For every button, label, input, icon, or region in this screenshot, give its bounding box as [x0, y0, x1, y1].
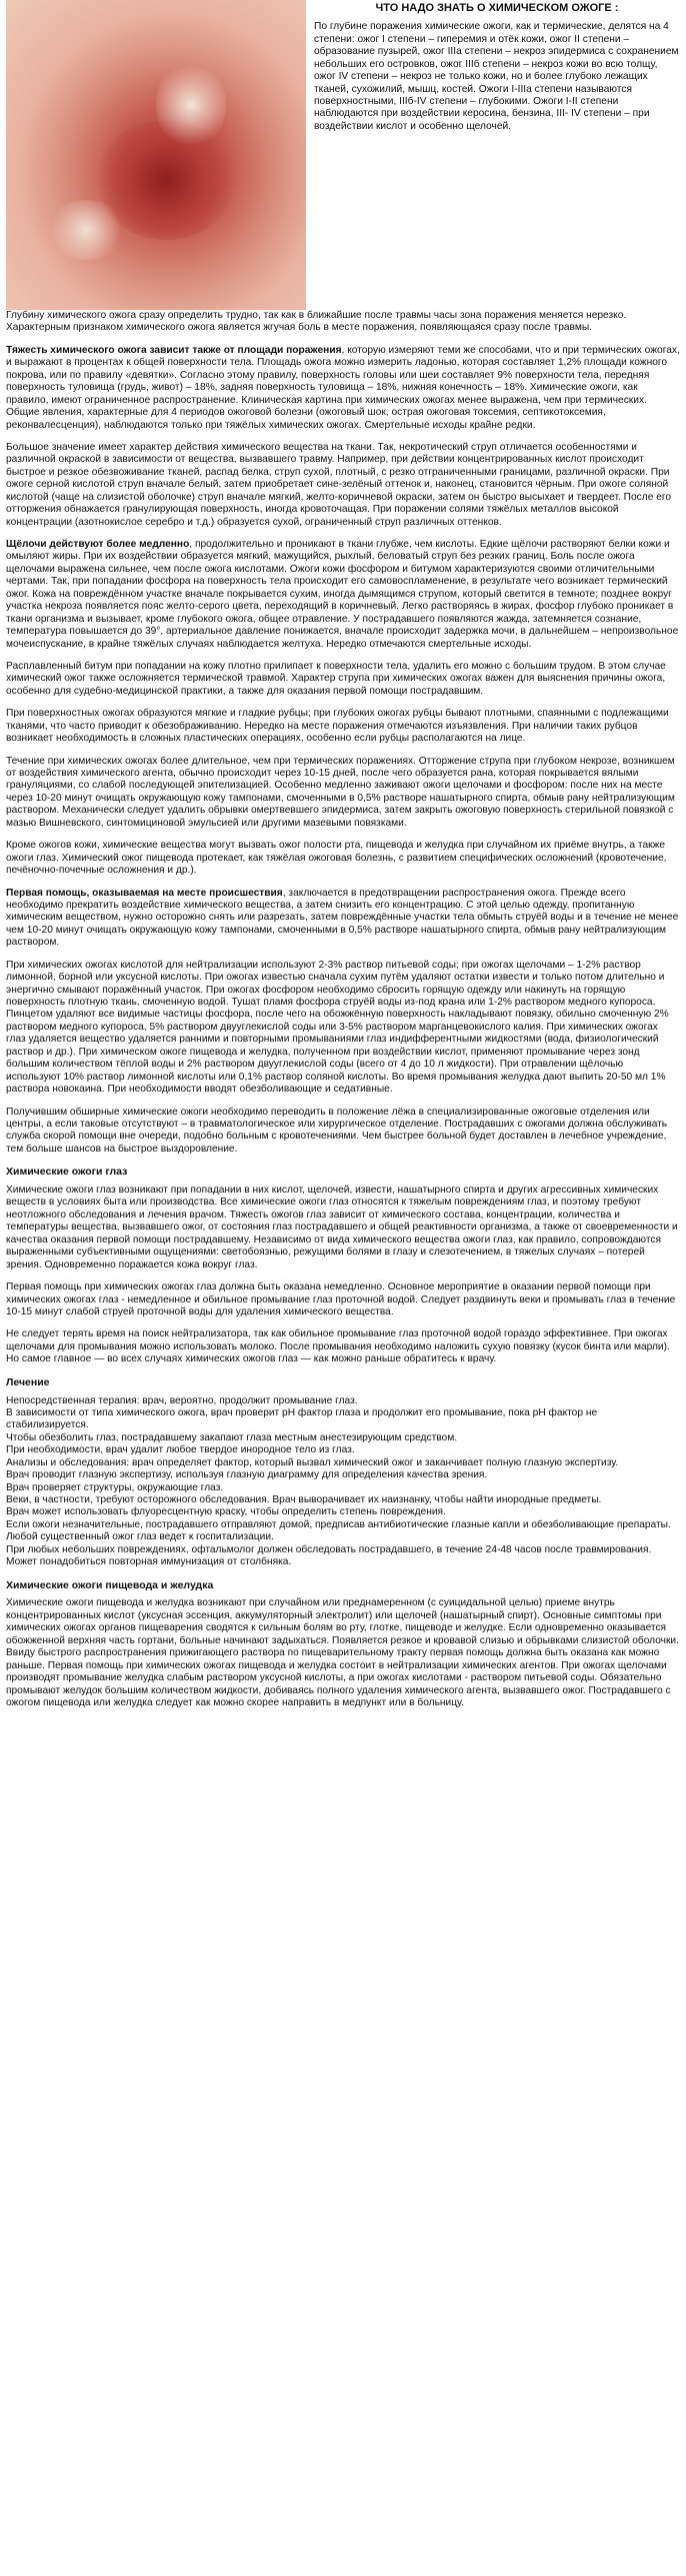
body-parts-paragraph: Кроме ожогов кожи, химические вещества могут вызвать ожог полости рта, пищевода и желудка при случайном их приёме внутрь, а также ожоги глаз. Химический ожог пищевода протекает, как тяжёлая ожоговая болезнь, с развитием специфических осложнений (кровотечение, печёночно-почечные осложнения и др.). [6, 840, 667, 877]
treatment-line: Любой существенный ожог глаз ведет к госпитализации. [6, 1531, 274, 1543]
severity-label: Тяжесть химического ожога зависит также от площади поражения [6, 344, 342, 356]
intro-paragraph: Глубину химического ожога сразу определить трудно, так как в ближайшие после травмы часы зона поражения меняется нерезко. Характерным признаком химического ожога является жгучая боль в месте поражения, появляющаяся сразу после травмы. [6, 310, 627, 334]
treatment-line: Если ожоги незначительные, пострадавшего отправляют домой, предписав антибиотические глазные капли и обезболивающие препараты. [6, 1518, 671, 1530]
treatment-line: При любых небольших повреждениях, офтальмолог должен обследовать пострадавшего, в течение 24-48 часов после травмирования. [6, 1543, 652, 1555]
page-title: ЧТО НАДО ЗНАТЬ О ХИМИЧЕСКОМ ОЖОГЕ : [375, 2, 619, 14]
treatment-heading: Лечение [6, 1375, 50, 1388]
treatment-line: Врач проводит глазную экспертизу, используя глазную диаграмму для определения качества зрения. [6, 1469, 488, 1481]
gut-heading: Химические ожоги пищевода и желудка [6, 1578, 214, 1591]
header-side [314, 0, 680, 310]
hospital-paragraph: Получившим обширные химические ожоги необходимо переводить в положение лёжа в специализированные ожоговые отделения или центры, а если таковые отсутствуют – в травматологическое или хирургическое отделение. Пострадавших с ожогами должна обслуживать служба скорой помощи вне очереди, подобно больным с кровотечениями. Чем быстрее больной будет доставлен в лечебное учреждение, тем больше шансов на быстрое выздоровление. [6, 1106, 668, 1155]
treatment-line: Веки, в частности, требуют осторожного обследования. Врач выворачивает их наизнанку, чтобы найти инородные предметы. [6, 1494, 602, 1506]
bitumen-paragraph-2: При поверхностных ожогах образуются мягкие и гладкие рубцы; при глубоких ожогах рубцы бывают плотными, спаянными с подлежащими тканями, что часто приводит к обезображиванию. Нередко на месте поражения отмечаются изъязвления. При наличии таких рубцов возникает необходимость в сложных пластических операциях, особенно если рубцы располагаются на лице. [6, 708, 669, 745]
substance-paragraph: Большое значение имеет характер действия химического вещества на ткани. Так, некротический струп отличается особенностями и различной окраской в зависимости от вещества, вызвавшего травму. Например, при действии концентрированных кислот происходит быстрое и резкое обезвоживание тканей, распад белка, струп сухой, плотный, с резко отграниченными границами, различной окраски. При ожоге серной кислотой струп вначале белый, затем приобретает сине-зелёный оттенок и, наконец, становится чёрным. При ожоге соляной кислотой (чаще на слизистой оболочке) струп вначале мягкий, желто-коричневой окраски, затем он быстро высыхает и твердеет. После его отторжения обнажается гранулирующая поверхность, иногда кровоточащая. При поражении солями тяжёлых металлов высокой концентрации (азотнокислое серебро и т.д.) образуется сухой, ограниченный струп различных оттенков. [6, 441, 672, 528]
alkali-label: Щёлочи действуют более медленно [6, 539, 190, 550]
eye-paragraph-2: Первая помощь при химических ожогах глаз должна быть оказана немедленно. Основное мероприятие в оказании первой помощи при химических ожогах глаз - немедленное и обильное промывание глаз проточной водой. Следует раздвинуть веки и промывать глаз в течение 10-15 минут слабой струей проточной воды для удаления химического вещества. [6, 1282, 676, 1317]
eye-heading: Химические ожоги глаз [6, 1166, 128, 1179]
treatment-line: Врач проверяет структуры, окружающие глаз. [6, 1481, 224, 1493]
treatment-line: Анализы и обследования: врач определяет фактор, который вызвал химический ожог и заканчивает полную глазную экспертизу. [6, 1456, 619, 1468]
treatment-list [6, 1395, 680, 1569]
treatment-line: Непосредственная терапия: врач, вероятно, продолжит промывание глаз. [6, 1394, 358, 1406]
treatment-line: При необходимости, врач удалит любое твердое инородное тело из глаз. [6, 1444, 355, 1456]
bitumen-paragraph-1: Расплавленный битум при попадании на кожу плотно прилипает к поверхности тела, удалить его можно с большим трудом. В этом случае химический ожог также осложняется термической травмой. Характер струпа при химических ожогах важен для выяснения причины ожога, особенно для судебно-медицинской практики, а также для оказания первой помощи пострадавшим. [6, 660, 666, 697]
severity-paragraph [6, 345, 680, 432]
first-aid-text: , заключается в предотвращении распространения ожога. Прежде всего необходимо прекратить воздействие химического вещества, а затем снизить его концентрацию. С этой целью одежду, пропитанную химическим веществом, нужно осторожно снять или разрезать, затем повреждённые участки тела обмыть струёй воды и в течение не менее чем 10-20 минут очищать окружающую кожу тампонами, смоченными в 0,5% растворе нашатырного спирта, обмыв рану нейтрализующим раствором. [6, 887, 679, 949]
gut-paragraph: Химические ожоги пищевода и желудка возникают при случайном или преднамеренном (с суицидальной целью) приеме внутрь концентрированных кислот (уксусная эссенция, аккумуляторный электролит) или щелочей (нашатырный спирт). Основные симптомы при химических ожогах органов пищеварения сводятся к сильным болям во рту, глотке, пищеводе и желудке. Если одновременно оказывается обожженной верхняя часть гортани, больные начинают задыхаться. Появляется резкое и кровавой слизью и обрывками слизистой оболочки. Ввиду быстрого распространения прижигающего раствора по пищеварительному тракту первая помощь должна быть оказана как можно раньше. Первая помощь при химических ожогах пищевода и желудка состоит в нейтрализации химических агентов. При ожогах щелочами производят промывание желудка слабым раствором уксусной кислоты, а при ожогах кислотами - раствором питьевой соды. Обязательно промывают желудок большим количеством жидкости, добиваясь полного удаления химического агента, вызвавшего ожог. Пострадавшего с ожогом пищевода или желудка следует как можно скорее направить в медпункт или в больницу. [6, 1597, 679, 1708]
treatment-line: Может понадобиться повторная иммунизация от столбняка. [6, 1556, 292, 1568]
eye-paragraph-3: Не следует терять время на поиск нейтрализатора, так как обильное промывание глаз проточной водой гораздо эффективнее. При ожогах щелочами для промывания можно использовать молоко. После промывания необходимо наложить сухую повязку (кусок бинта или марли). Но самое главное — во всех случаях химических ожогов глаз — как можно раньше обратитесь к врачу. [6, 1328, 670, 1365]
treatment-line: В зависимости от типа химического ожога, врач проверит pH фактор глаза и продолжит его промывание, пока pH фактор не стабилизируется. [6, 1406, 598, 1431]
severity-text: , которую измеряют теми же способами, что и при термических ожогах, и выражают в процентах к общей поверхности тела. Площадь ожога можно измерить ладонью, которая составляет 1,2% площади кожного покрова, или по правилу «девятки». Согласно этому правилу, поверхность головы или шеи составляет 9% поверхности тела, передняя поверхность туловища (грудь, живот) – 18%, задняя поверхность туловища – 18%, нижняя конечность – 18%. Химические ожоги, как правило, имеют ограниченное распространение. Клиническая картина при химических ожогах менее выражена, чем при термических. Общие явления, характерные для 4 периодов ожоговой болезни (ожоговый шок, острая ожоговая токсемия, септикотоксемия, реконвалесценция), наблюдаются только при тяжёлых химических ожогах. Смертельные исходы крайне редки. [6, 344, 680, 431]
eye-paragraph-1: Химические ожоги глаз возникают при попадании в них кислот, щелочей, извести, нашатырного спирта и других агрессивных химических веществ в условиях быта или производства. Все химические ожоги глаз относятся к тяжелым повреждениям глаз, и поэтому требуют неотложного обследования и лечения врачом. Тяжесть ожогов глаз зависит от химического состава, концентрации, количества и температуры вещества, вызвавшего ожог, от состояния глаз пострадавшего и общей реактивности организма, а также от своевременности и качества оказания первой помощи пострадавшему. Независимо от вида химического вещества ожоги глаз, как правило, сопровождаются выраженными субъективными ощущениями: светобоязнью, режущими болями в глазу и слезотечением, в тяжелых случаях – потерей зрения. Одновременно поражается кожа вокруг глаз. [6, 1185, 678, 1271]
intro-side-paragraph: По глубине поражения химические ожоги, как и термические, делятся на 4 степени: ожог I степени – гиперемия и отёк кожи, ожог II степени – образование пузырей, ожог IIIа степени – некроз эпидермиса с сохранением небольших его островков, ожог IIIб степени – некроз кожи во всю толщу, ожог IV степени – некроз не только кожи, но и более глубоко лежащих тканей, сухожилий, мышц, костей. Ожоги I-IIIа степени называются поверхностными, IIIб-IV степени – глубокими. Ожоги I-II степени наблюдаются при воздействии керосина, бензина, III- IV степени – при воздействии кислот и особенно щелочей. [314, 21, 679, 132]
acids-paragraph: При химических ожогах кислотой для нейтрализации используют 2-3% раствор питьевой соды; при ожогах щелочами – 1-2% раствор лимонной, борной или уксусной кислоты. При ожогах известью сначала сухим путём удаляют остатки извести и только потом длительно и энергично смывают поражённый участок. При ожогах фосфором необходимо сбросить горящую одежду или накинуть на горящую поверхность плотную ткань, смоченную водой. Тушат пламя фосфора струёй воды из-под крана или 1-2% раствором медного купороса. Пинцетом удаляют все видимые частицы фосфора, после чего на обожжённую поверхность накладывают повязку, обильно смоченную 2% раствором медного купороса, 5% раствором двууглекислой соды или 3-5% раствором марганцевокислого калия. При химических ожогах глаз удаляется вещество удаляется ранними и повторными промываниями глаз индифферентными жидкостями (вода, физиологический раствор и др.). При химическом ожоге пищевода и желудка, полученном при воздействии кислот, применяют промывание через зонд большим количеством тёплой воды и 2% раствором двууглекислой соды (всего от 4 до 10 л жидкости). При отравлении щёлочью используют 10% раствор лимонной кислоты или 0,1% раствор соляной кислоты. Во время промывания желудка дают выпить 20-50 мл 1% раствора новокаина. При необходимости вводят обезболивающие и седативные. [6, 959, 669, 1096]
treatment-line: Врач может использовать флуоресцентную краску, чтобы определить степень повреждения. [6, 1506, 446, 1518]
burn-photo [6, 0, 306, 310]
treatment-line: Чтобы обезболить глаз, пострадавшему закапают глаза местным анестезирующим средством. [6, 1431, 458, 1443]
alkali-paragraph [6, 539, 680, 651]
first-aid-label: Первая помощь, оказываемая на месте происшествия [6, 887, 283, 899]
alkali-text: , продолжительно и проникают в ткани глубже, чем кислоты. Едкие щёлочи растворяют белки кожи и омыляют жиры. При их воздействии образуется мягкий, мажущийся, рыхлый, беловатый струп без резких границ. Боль после ожога щелочами выражена сильнее, чем после ожога кислотами. Ожоги кожи фосфором и битумом характеризуются своими отличительными чертами. Так, при попадании фосфора на поверхность тела происходит его самовоспламенение, в результате чего возникает термический ожог. Кожа на повреждённом участке вначале покрывается сухим, иногда дымящимся струпом, который светится в темноте; позднее вокруг участка некроза появляется пояс желто-серого цвета, переходящий в коричневый. Легко растворяясь в жирах, фосфор глубоко проникает в ткани организма и вызывает, кроме глубокого ожога, общее отравление. У пострадавшего появляются жажда, затемняется сознание, температура повышается до 39°, артериальное давление понижается, вначале происходит задержка мочи, в дальнейшем – непроизвольное мочеиспускание, в крайне тяжёлых случаях наблюдается желтуха. Нередко отмечаются смертельные исходы. [6, 539, 679, 650]
header-block [6, 0, 680, 310]
first-aid-paragraph [6, 888, 680, 950]
healing-paragraph: Течение при химических ожогах более длительное, чем при термических поражениях. Отторжение струпа при глубоком некрозе, возникшем от воздействия химического агента, обычно происходит через 10-15 дней, после чего образуется рана, которая покрывается вялыми грануляциями, со слабой последующей эпителизацией. Особенно медленно заживают ожоги щелочами и фосфором: после них на месте через 10-20 минут очищать окружающую кожу тампонами, смоченными в 0,5% растворе нашатырного спирта, обмыв рану нейтрализующим раствором. Механически следует удалить обрывки омертвевшего эпидермиса, затем закрыть ожоговую поверхность стерильной повязкой с мазью Вишневского, синтомициновой эмульсией или другими мазевыми повязками. [6, 755, 675, 829]
